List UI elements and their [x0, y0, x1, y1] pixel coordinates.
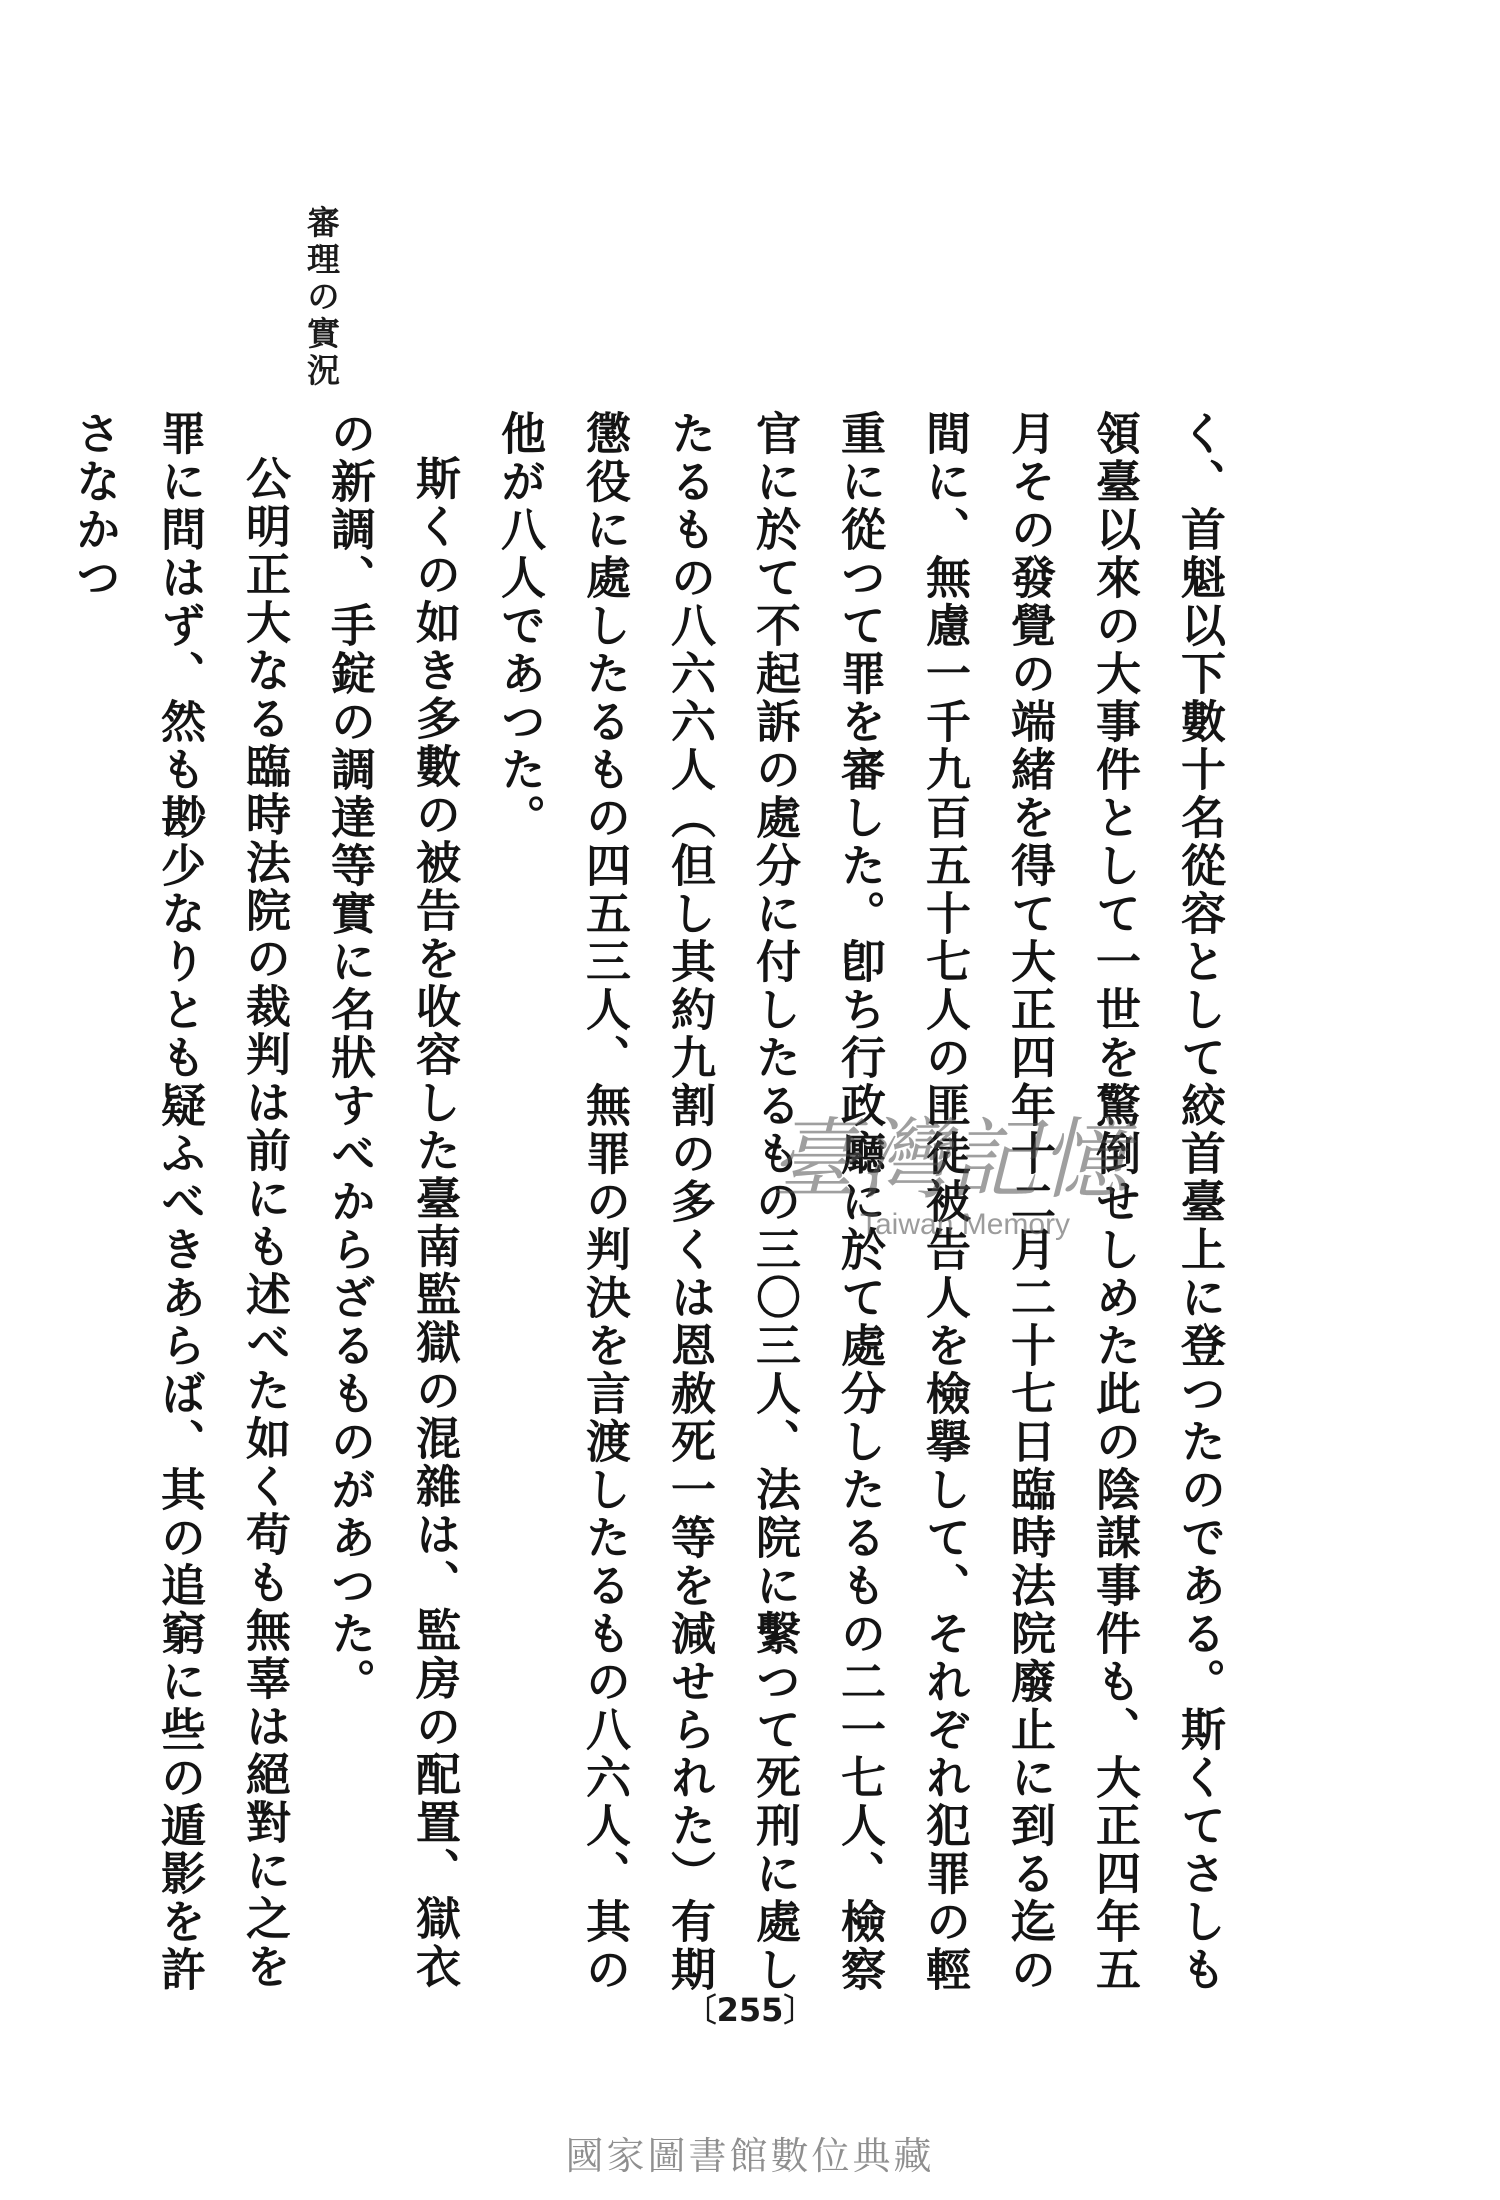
page-number: 〔255〕 — [684, 1991, 816, 2029]
paragraph-2: 斯くの如き多數の被告を收容した臺南監獄の混雜は、監房の配置、獄衣の新調、手錠の調達等實に名狀すべからざるものがあつた。 — [323, 410, 461, 1991]
body-text — [68, 410, 1242, 2030]
paragraph-3: 公明正大なる臨時法院の裁判は前にも述べた如く苟も無辜は絕對に之を罪に問はず、然も尠少なりとも疑ふべきあらば、其の追窮に些の遁影を許さなかつ — [68, 410, 291, 1994]
watermark-english-text: Taiwan Memory — [860, 1208, 1071, 1241]
footer-credit: 國家圖書館數位典藏 — [565, 2134, 935, 2178]
paragraph-1: く、首魁以下數十名從容として絞首臺上に登つたのである。斯くてさしも領臺以來の大事件として一世を驚倒せしめた此の陰謀事件も、大正四年五月その發覺の端緒を得て大正四年十二月二十七日臨時法院廢止に到る迄の間に、無慮一千九百五十七人の匪徒被告人を檢擧して、それぞれ犯罪の輕重に從つて罪を審した。卽ち行政廳に於て處分したるもの二一七人、檢察官に於て不起訴の處分に付したるもの三〇三人、法院に繫つて死刑に處したるもの八六六人（但し其約九割の多くは恩赦死一等を減せられた）有期懲役に處したるもの四五三人、無罪の判決を言渡したるもの八六人、其の他が八人であつた。 — [493, 410, 1226, 1994]
watermark-chinese-text: 臺灣記憶 — [770, 1108, 1131, 1211]
running-head: 審理の實況 — [302, 205, 341, 390]
